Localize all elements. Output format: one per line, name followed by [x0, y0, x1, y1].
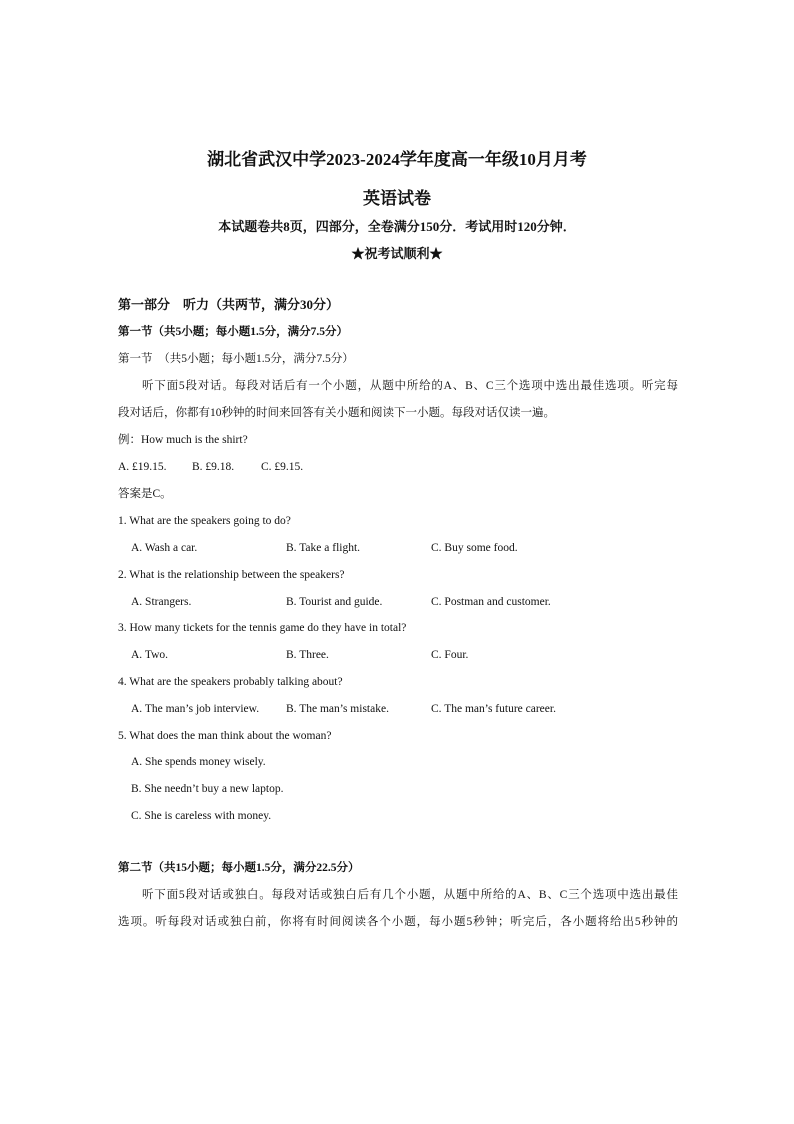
- question-2-option-b: B. Tourist and guide.: [286, 596, 383, 608]
- section1-directions-line1: 听下面5段对话。每段对话后有一个小题，从题中所给的A、B、C三个选项中选出最佳选项。听完每: [142, 380, 678, 392]
- question-3-option-c: C. Four.: [431, 649, 469, 661]
- question-1-option-a: A. Wash a car.: [131, 542, 198, 554]
- part1-heading: 第一部分 听力（共两节，满分30分）: [118, 297, 340, 312]
- exam-wish: ★祝考试顺利★: [351, 246, 443, 261]
- question-4-option-c: C. The man’s future career.: [431, 703, 556, 715]
- section2-directions-line2: 选项。听每段对话或独白前，你将有时间阅读各个小题，每小题5秒钟；听完后，各小题将给出5秒钟的: [118, 916, 678, 928]
- question-2-option-c: C. Postman and customer.: [431, 596, 551, 608]
- example-answer: 答案是C。: [118, 488, 172, 500]
- question-5-option-b: B. She needn’t buy a new laptop.: [131, 783, 284, 795]
- question-5: 5. What does the man think about the woman?: [118, 730, 332, 742]
- section2-heading: 第二节（共15小题；每小题1.5分，满分22.5分）: [118, 862, 360, 874]
- section1-directions-line2: 段对话后，你都有10秒钟的时间来回答有关小题和阅读下一小题。每段对话仅读一遍。: [118, 407, 555, 419]
- example-option-b: B. £9.18.: [192, 461, 235, 473]
- example-question: 例：How much is the shirt?: [118, 434, 248, 446]
- exam-title: 湖北省武汉中学2023-2024学年度高一年级10月月考: [207, 150, 587, 169]
- question-2-option-a: A. Strangers.: [131, 596, 192, 608]
- question-4-option-a: A. The man’s job interview.: [131, 703, 260, 715]
- section1-heading-plain: 第一节 （共5小题；每小题1.5分，满分7.5分）: [118, 353, 354, 365]
- question-3-option-b: B. Three.: [286, 649, 329, 661]
- example-option-a: A. £19.15.: [118, 461, 167, 473]
- example-option-c: C. £9.15.: [261, 461, 304, 473]
- section2-directions-line1: 听下面5段对话或独白。每段对话或独白后有几个小题，从题中所给的A、B、C三个选项中选出最佳: [142, 889, 678, 901]
- exam-subtitle: 英语试卷: [363, 189, 431, 208]
- question-4-option-b: B. The man’s mistake.: [286, 703, 389, 715]
- question-5-option-a: A. She spends money wisely.: [131, 756, 266, 768]
- question-3-option-a: A. Two.: [131, 649, 168, 661]
- question-1: 1. What are the speakers going to do?: [118, 515, 291, 527]
- exam-instructions: 本试题卷共8页，四部分，全卷满分150分．考试用时120分钟．: [218, 219, 576, 234]
- question-4: 4. What are the speakers probably talking about?: [118, 676, 343, 688]
- question-3: 3. How many tickets for the tennis game do they have in total?: [118, 622, 407, 634]
- question-1-option-b: B. Take a flight.: [286, 542, 361, 554]
- question-1-option-c: C. Buy some food.: [431, 542, 518, 554]
- question-5-option-c: C. She is careless with money.: [131, 810, 272, 822]
- section1-heading-bold: 第一节（共5小题；每小题1.5分，满分7.5分）: [118, 326, 348, 338]
- question-2: 2. What is the relationship between the speakers?: [118, 569, 345, 581]
